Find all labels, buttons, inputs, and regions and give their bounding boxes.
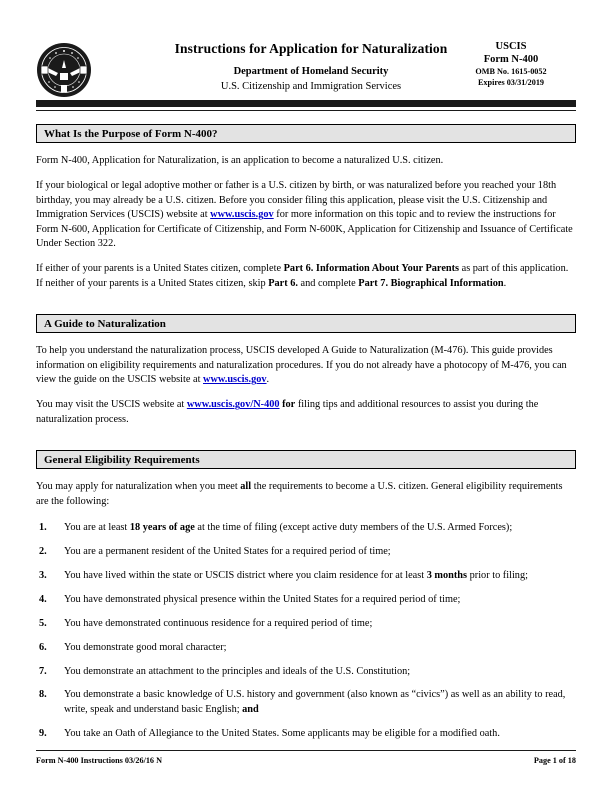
list-item <box>36 569 576 583</box>
omb-expiration: Expires 03/31/2019 <box>477 78 545 87</box>
list-item-text-a: You take an Oath of Allegiance to the United States. Some applicants may be eligible for a modified oath. <box>64 727 500 739</box>
dhs-seal-icon <box>36 42 92 98</box>
agency-abbrev: USCIS <box>495 41 527 52</box>
header-form-block <box>446 40 576 88</box>
list-item-text-a: You have demonstrated physical presence within the United States for a required period of time; <box>64 593 461 605</box>
eligibility-intro-a: You may apply for naturalization when you meet <box>36 481 241 493</box>
purpose-paragraph-3 <box>36 262 576 291</box>
purpose-p2-text-b: for more information on this topic and to review the instructions for Form N-600, Application for Certificate of Citizenship, and Form N-600K, Application for Citizenship and Issuance of Certificate Under Section 322. <box>36 209 573 250</box>
list-item-number: 6. <box>39 641 47 653</box>
list-item-text-bold: 18 years of age <box>129 522 195 534</box>
list-item-number: 7. <box>39 665 47 677</box>
purpose-p3-text-a: If either of your parents is a United States citizen, complete <box>36 263 284 275</box>
section-heading-purpose: What Is the Purpose of Form N-400? <box>36 124 576 143</box>
list-item-text-a: You demonstrate good moral character; <box>64 641 227 653</box>
guide-p2-text-a: You may visit the USCIS website at <box>36 399 187 411</box>
omb-number: OMB No. 1615-0052 <box>475 67 547 76</box>
list-item-text-a: You have lived within the state or USCIS district where you claim residence for at least <box>64 569 427 581</box>
list-item-number: 8. <box>39 689 47 701</box>
list-item <box>36 617 576 631</box>
part-6-short-reference: Part 6. <box>268 277 298 289</box>
purpose-p3-text-e: . <box>503 277 507 289</box>
list-item-number: 1. <box>39 522 47 534</box>
eligibility-intro-bold: all <box>240 481 252 493</box>
purpose-paragraph-2 <box>36 179 576 251</box>
guide-paragraph-2 <box>36 398 576 427</box>
list-item <box>36 688 576 717</box>
purpose-p3-text-c: as part of this application. If neither of your parents is a United States citizen, skip <box>36 263 569 289</box>
purpose-p2-text-a: If your biological or legal adoptive mother or father is a U.S. citizen by birth, or was naturalized before you reached your 18th birthday, you may already be a U.S. citizen. Before you consider filing this application, please visit the U.S. Citizenship and Immigration Services (USCIS) website at <box>36 180 557 221</box>
list-item-text-a: You are a permanent resident of the United States for a required period of time; <box>64 546 391 557</box>
header-rule-thin <box>36 110 576 111</box>
list-item-number: 3. <box>39 569 47 581</box>
section-heading-eligibility: General Eligibility Requirements <box>36 450 576 469</box>
list-item <box>36 593 576 607</box>
purpose-p3-text-d: and complete <box>297 277 359 289</box>
list-item <box>36 521 576 535</box>
document-body <box>36 124 576 751</box>
agency-name: U.S. Citizenship and Immigration Services <box>220 81 402 92</box>
list-item <box>36 641 576 655</box>
list-item <box>36 545 576 559</box>
list-item <box>36 665 576 679</box>
uscis-n400-link[interactable]: www.uscis.gov/N-400 <box>186 399 280 411</box>
form-number: Form N-400 <box>483 54 539 65</box>
footer-page-number: Page 1 of 18 <box>533 756 576 765</box>
uscis-website-link-guide[interactable]: www.uscis.gov <box>203 374 267 386</box>
header-rule-thick <box>36 100 576 107</box>
guide-p1-text-b: . <box>266 374 270 386</box>
header-title-block <box>146 40 476 94</box>
guide-paragraph-1 <box>36 344 576 387</box>
list-item-text-bold: 3 months <box>426 569 468 581</box>
uscis-website-link[interactable]: www.uscis.gov <box>210 209 274 221</box>
list-item-text-a: You are at least <box>64 522 130 534</box>
guide-p2-text-b: filing tips and additional resources to assist you during the naturalization process. <box>36 399 539 425</box>
list-item-text-a: You demonstrate a basic knowledge of U.S. history and government (also known as “civics”) as well as an ability to read, write, speak and understand basic English; <box>64 689 566 715</box>
footer-rule <box>36 750 576 751</box>
guide-p1-text-a: To help you understand the naturalization process, USCIS developed A Guide to Naturalization (M-476). This guide provides information on eligibility requirements and naturalization procedures. If you do not already have a photocopy of M-476, you can view the guide on the USCIS website at <box>36 345 567 386</box>
part-7-reference: Part 7. Biographical Information <box>358 277 504 289</box>
footer-form-info: Form N-400 Instructions 03/26/16 N <box>36 756 162 765</box>
list-item-text-bold: and <box>242 703 259 715</box>
list-item-text-b: prior to filing; <box>467 569 528 581</box>
department-name: Department of Homeland Security <box>233 66 389 77</box>
part-6-reference: Part 6. Information About Your Parents <box>283 263 460 275</box>
eligibility-intro <box>36 480 576 509</box>
list-item-text-b: at the time of filing (except active duty members of the U.S. Armed Forces); <box>194 522 513 534</box>
eligibility-requirements-list <box>36 521 576 741</box>
list-item-text-a: You have demonstrated continuous residence for a required period of time; <box>64 617 373 629</box>
document-header <box>36 40 576 100</box>
page-title: Instructions for Application for Naturalization <box>174 41 448 56</box>
list-item-number: 4. <box>39 593 47 605</box>
eligibility-intro-b: the requirements to become a U.S. citizen. General eligibility requirements are the following: <box>36 481 563 507</box>
section-heading-guide: A Guide to Naturalization <box>36 314 576 333</box>
list-item <box>36 727 576 741</box>
list-item-number: 5. <box>39 617 47 629</box>
list-item-number: 9. <box>39 727 47 739</box>
guide-p2-bold: for <box>279 399 296 411</box>
list-item-number: 2. <box>39 546 47 557</box>
list-item-text-a: You demonstrate an attachment to the principles and ideals of the U.S. Constitution; <box>64 665 411 677</box>
purpose-paragraph-1: Form N-400, Application for Naturalization, is an application to become a naturalized U.S. citizen. <box>36 155 444 166</box>
